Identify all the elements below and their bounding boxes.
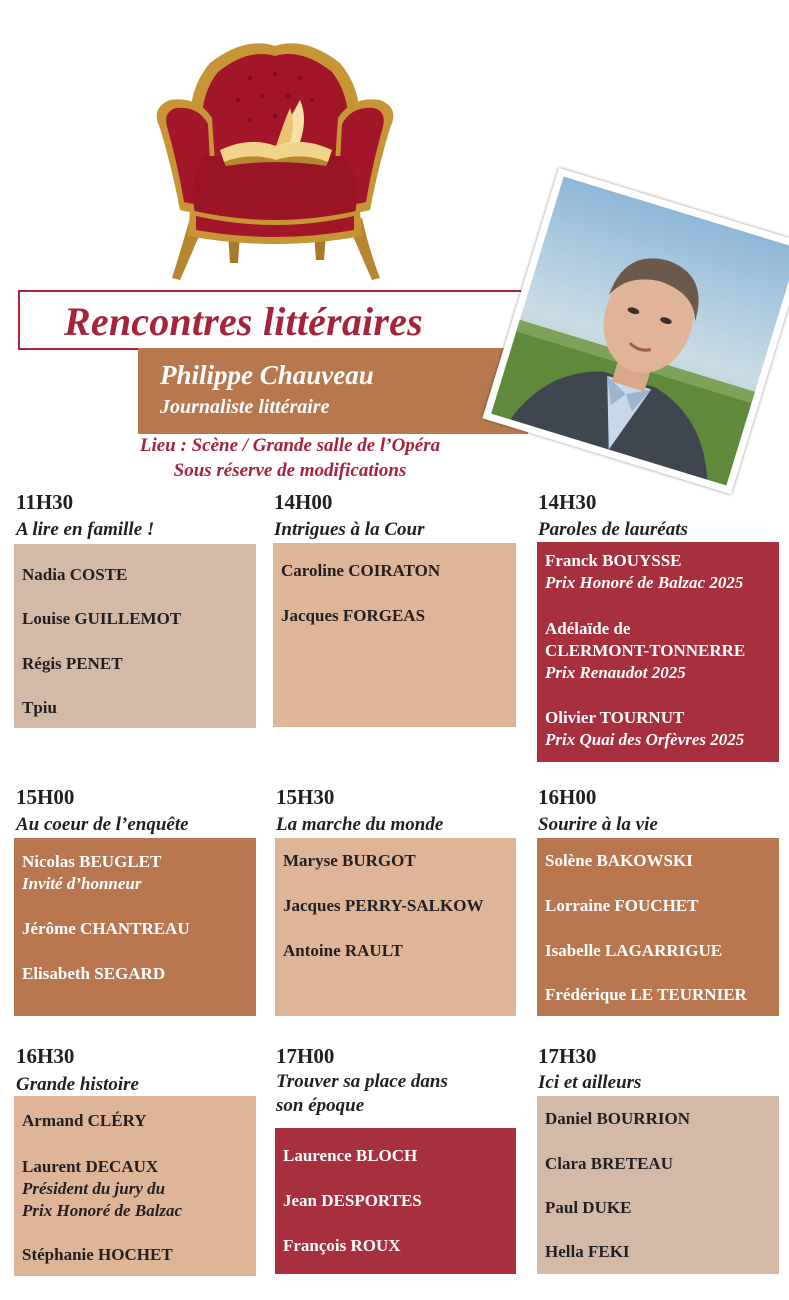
session-time: 14H30 [538,490,597,514]
participant-name: Clara BRETEAU [545,1154,673,1173]
participant-note: Prix Honoré de Balzac [22,1201,183,1220]
session-theme: Sourire à la vie [538,814,658,835]
participant-name: Daniel BOURRION [545,1109,690,1128]
participant-name: Armand CLÉRY [22,1111,147,1130]
session-panel-14h30 [537,542,779,762]
session-panel-11h30 [14,544,256,728]
participant-name: Frédérique LE TEURNIER [545,985,747,1004]
participant-name: Régis PENET [22,654,123,673]
participant-name: François ROUX [283,1236,401,1255]
session-time: 11H30 [16,490,74,514]
participant-name: Nadia COSTE [22,565,128,584]
participant-note: Invité d’honneur [22,874,142,893]
participant-name: Jérôme CHANTREAU [22,919,190,938]
participant-name: Stéphanie HOCHET [22,1245,173,1264]
session-time: 17H00 [276,1044,335,1068]
participant-name: Paul DUKE [545,1198,632,1217]
participant-name: Elisabeth SEGARD [22,964,166,983]
participant-name: Franck BOUYSSE [545,551,682,570]
participant-name: Jean DESPORTES [283,1191,422,1210]
session-panel-17h30 [537,1096,779,1274]
session-time: 15H30 [276,785,335,809]
participant-name: CLERMONT-TONNERRE [545,641,746,660]
participant-name: Laurent DECAUX [22,1157,159,1176]
participant-name: Laurence BLOCH [283,1146,418,1165]
session-panel-14h00 [273,543,516,727]
participant-name: Antoine RAULT [283,941,403,960]
participant-name: Nicolas BEUGLET [22,852,162,871]
session-theme: Intrigues à la Cour [274,519,425,540]
session-theme: A lire en famille ! [16,519,155,540]
participant-name: Adélaïde de [545,619,631,638]
participant-name: Jacques PERRY-SALKOW [283,896,484,915]
session-time: 17H30 [538,1044,597,1068]
session-theme: La marche du monde [276,814,444,835]
participant-name: Olivier TOURNUT [545,708,685,727]
session-panel-15h00 [14,838,256,1016]
participant-note: Prix Honoré de Balzac 2025 [545,573,744,592]
disclaimer-text: Sous réserve de modifications [173,460,407,481]
participant-name: Louise GUILLEMOT [22,609,182,628]
session-panel-16h00 [537,838,779,1016]
participant-name: Solène BAKOWSKI [545,851,693,870]
session-time: 16H00 [538,785,597,809]
session-theme: Trouver sa place dans [276,1071,448,1092]
participant-note: Prix Quai des Orfèvres 2025 [545,730,745,749]
armchair-with-book-illustration [150,38,400,290]
session-panel-15h30 [275,838,516,1016]
session-theme: son époque [276,1095,365,1116]
venue-text: Lieu : Scène / Grande salle de l’Opéra [139,435,441,456]
session-panel-16h30 [14,1096,256,1276]
participant-name: Isabelle LAGARRIGUE [545,941,723,960]
participant-name: Jacques FORGEAS [281,606,426,625]
participant-name: Hella FEKI [545,1242,630,1261]
participant-name: Tpiu [22,698,57,717]
session-theme: Ici et ailleurs [538,1072,642,1093]
page-title: Rencontres littéraires [64,299,423,344]
session-time: 14H00 [274,490,333,514]
speaker-role: Journaliste littéraire [160,396,330,418]
participant-name: Lorraine FOUCHET [545,896,699,915]
participant-note: Président du jury du [22,1179,166,1198]
session-theme: Paroles de lauréats [538,519,688,540]
session-panel-17h00 [275,1128,516,1274]
participant-name: Maryse BURGOT [283,851,416,870]
session-time: 16H30 [16,1044,75,1068]
session-theme: Au coeur de l’enquête [16,814,189,835]
participant-name: Caroline COIRATON [281,561,441,580]
participant-note: Prix Renaudot 2025 [545,663,686,682]
session-time: 15H00 [16,785,75,809]
session-theme: Grande histoire [16,1074,139,1095]
speaker-name: Philippe Chauveau [160,360,374,390]
